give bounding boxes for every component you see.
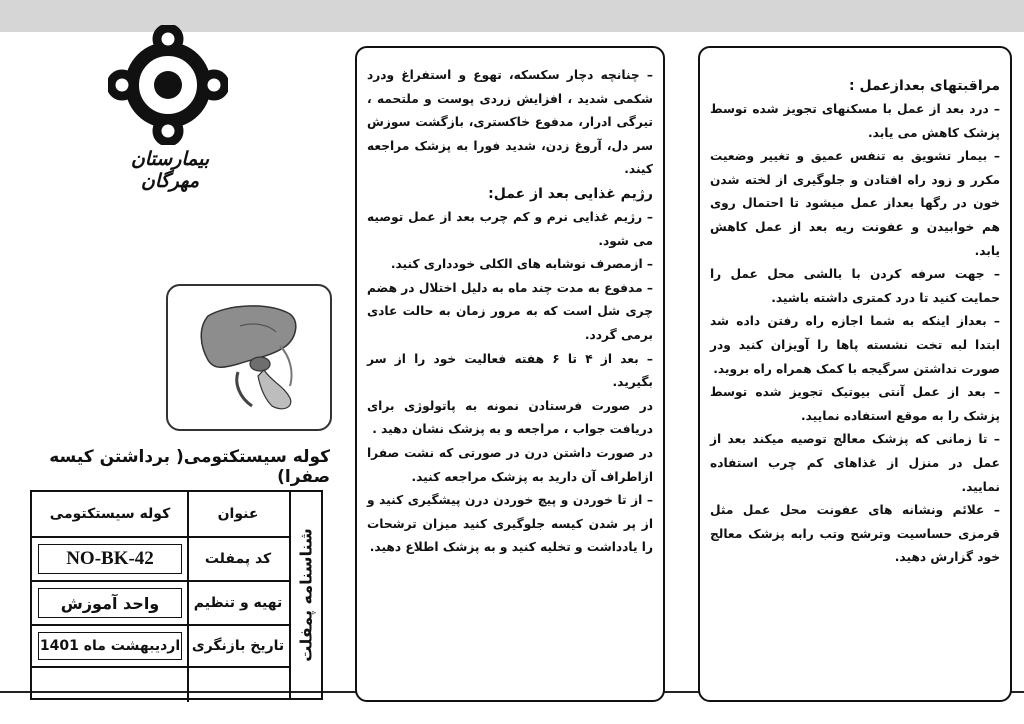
diet-paragraph: – از تا خوردن و پیچ خوردن درن پیشگیری کنید و از پر شدن کیسه جلوگیری کنید میزان ترشحات را یادداشت و تخلیه کنید و به پزشک اطلاع دهید.	[367, 493, 653, 555]
diet-paragraph: – مدفوع به مدت چند ماه به دلیل اختلال در هضم چری شل است که به مرور زمان به حالت عادی برمی گردد.	[367, 280, 653, 342]
id-side-title: شناسنامه پمفلت	[296, 528, 316, 662]
id-label-code: کد پمفلت	[204, 551, 272, 567]
id-row-code	[32, 538, 291, 580]
id-label-revision: تاریخ بازنگری	[191, 638, 285, 654]
id-row-revision	[32, 626, 291, 666]
diet-paragraph: در صورت فرستادن نمونه به پاتولوژی برای دریافت جواب ، مراجعه و به پزشک نشان دهید .	[367, 398, 653, 437]
id-side-title-cell	[289, 492, 321, 698]
pamphlet-id-table	[30, 490, 323, 700]
id-row-title	[32, 492, 291, 536]
id-label-title: عنوان	[217, 506, 259, 522]
post-op-heading: مراقبتهای بعدازعمل :	[849, 78, 1000, 94]
liver-gallbladder-illustration	[166, 284, 332, 431]
id-value-title: کوله سیستکتومی	[49, 506, 171, 522]
diet-paragraph: در صورت داشتن درن در صورتی که نشت صفرا ازاطراف آن دارید به پزشک مراجعه کنید.	[367, 445, 653, 484]
hospital-logo-icon	[108, 25, 228, 145]
diet-heading: رژیم غذایی بعد از عمل:	[488, 185, 653, 202]
care-paragraph: – بعد از عمل آنتی بیوتیک تجویز شده توسط پزشک را به موقع استفاده نمایید.	[710, 385, 1000, 423]
hospital-name: بیمارستان مهرگان	[130, 148, 210, 192]
liver-icon	[168, 286, 330, 429]
procedure-caption: کوله سیستکتومی( برداشتن کیسه صفرا)	[49, 447, 330, 487]
care-paragraph: – بیمار تشویق به تنفس عمیق و تغییر وضعیت مکرر و زود راه افتادن و جلوگیری از لخته شدن خون در رگها بعداز عمل میشود تا احتمال روی هم خوابیدن و عفونت ریه بعد از عمل کاهش یابد.	[710, 149, 1000, 258]
care-paragraph: – علائم ونشانه های عفونت محل عمل مثل قرمزی حساسیت وترشح وتب رابه پزشک معالج خود گزارش دهید.	[710, 503, 1000, 565]
diet-panel	[355, 46, 665, 702]
intro-paragraph: – چنانچه دچار سکسکه، تهوع و استفراغ ودرد شکمی شدید ، افزایش زردی پوست و ملتحمه ، تیرگی ادرار، مدفوع خاکستری، بازگشت سوزش سر دل، آروغ زدن، شدید فورا به پزشک مراجعه کیند.	[367, 68, 653, 177]
care-paragraph: – بعداز اینکه به شما اجازه راه رفتن داده شد ابتدا لبه تخت نشسته پاها را آویزان کنید ودر صورت نداشتن سرگیجه با کمک همراه راه بروید.	[710, 314, 1000, 376]
id-row-author	[32, 582, 291, 624]
care-paragraph: – درد بعد از عمل با مسکنهای تجویز شده توسط پزشک کاهش می یابد.	[710, 102, 1000, 140]
row-divider	[32, 666, 291, 668]
id-value-revision: اردیبهشت ماه 1401	[38, 632, 182, 660]
post-op-care-panel	[698, 46, 1012, 702]
id-value-author: واحد آموزش	[38, 588, 182, 618]
care-paragraph: – جهت سرفه کردن با بالشی محل عمل را حمایت کنید تا درد کمتری داشته باشید.	[710, 267, 1000, 305]
care-paragraph: – تا زمانی که پزشک معالج توصیه میکند بعد از عمل در منزل از غذاهای کم چرب استفاده نمایید.	[710, 432, 1000, 494]
id-value-code: NO-BK-42	[38, 544, 182, 574]
id-label-author: تهیه و تنظیم	[193, 595, 283, 611]
diet-paragraph: – ازمصرف نوشابه های الکلی خودداری کنید.	[390, 257, 653, 272]
column-divider	[187, 492, 189, 702]
diet-paragraph: – بعد از ۴ تا ۶ هفته فعالیت خود را از سر بگیرید.	[367, 351, 653, 390]
diet-paragraph: – رژیم غذایی نرم و کم چرب بعد از عمل توصیه می شود.	[367, 209, 653, 248]
